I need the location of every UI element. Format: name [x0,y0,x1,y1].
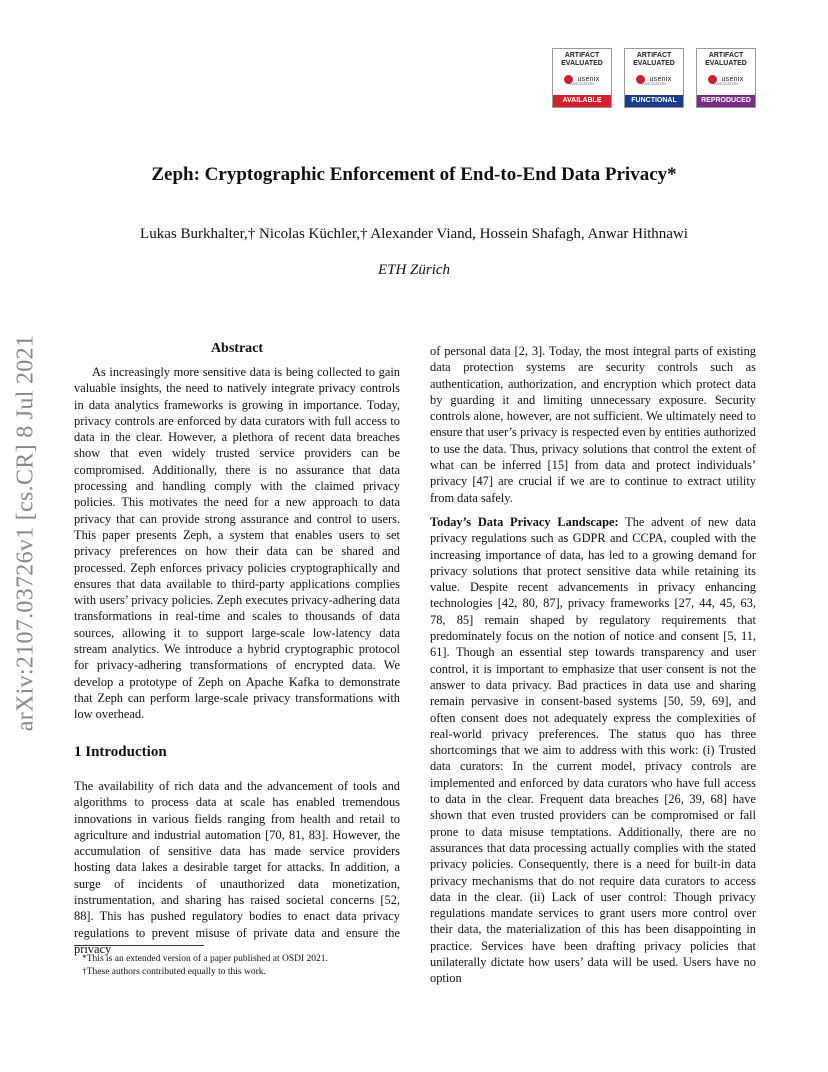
footnote-1: *This is an extended version of a paper published at OSDI 2021. [82,954,328,964]
abstract-heading: Abstract [210,341,264,356]
footnote-2: †These authors contributed equally to this work. [82,967,266,977]
paragraph-text: The advent of new data privacy regulations such as GDPR and CCPA, coupled with the increasing importance of data, has led to a growing demand for privacy solutions that protect sensitive data while retaining its value. Despite recent advancements in privacy enhancing technologies [42, 80, 87], privacy frameworks [27, 44, 45, 63, 78, 85] remain shaped by regulatory requirements that predominately focus on the notion of notice and consent [5, 11, 61]. Though an essential step towards transparency and user control, it is important to emphasize that user consent is not the answer to data privacy. Bad practices in data use and sharing remain pervasive in consent-based systems [50, 59, 69], and often consent does not adequately express the complexities of real-world privacy preferences. The status quo has three shortcomings that we aim to address with this work: (i) Trusted data curators: In the current model, privacy controls are implemented and enforced by data curators who have full access to data in the clear. Frequent data breaches [26, 39, 68] have shown that even trusted providers can be compromised or fall prone to data misuse temptations. Additionally, there are no assurances that data processing actually complies with the stated privacy policies. Consequently, there is a need for built-in data privacy mechanisms that do not require data curators to access data in the clear. (ii) Lack of user control: Though privacy regulations mandate services to grant users more control over their data, the materialization of this has been disappointing in practice. Services have been drafting privacy policies that unilaterally dictate how users’ data will be used. Users have no option [430,514,756,986]
badge-association: ASSOCIATION [642,82,666,86]
usenix-logo-icon: usenix [559,70,605,82]
badge-status: REPRODUCED [697,95,755,107]
badge-association: ASSOCIATION [714,82,738,86]
usenix-logo-icon: usenix [631,70,677,82]
right-paragraph-2 [430,514,756,987]
abstract-body [74,364,400,723]
abstract-text: As increasingly more sensitive data is being collected to gain valuable insights, the need to natively integrate privacy controls in data analytics frameworks is growing in importance. Today, privacy controls are enforced by data curators with full access to data in the clear. However, a plethora of recent data breaches show that even widely trusted service providers can be compromised. Additionally, there is no assurance that data processing and handling comply with the claimed privacy policies. This motivates the need for a new approach to data privacy that can provide strong assurance and control to users. This paper presents Zeph, a system that enables users to set privacy preferences on how their data can be shared and processed. Zeph enforces privacy policies cryptographically and ensures that data available to third-party applications complies with users’ privacy policies. Zeph executes privacy-adhering data transformations in real-time and scales to thousands of data sources, allowing it to support large-scale low-latency data stream analytics. We introduce a hybrid cryptographic protocol for privacy-adhering transformations of encrypted data. We develop a prototype of Zeph on Apache Kafka to demonstrate that Zeph can perform large-scale privacy transformations with low overhead. [74,365,400,722]
footnote-rule [74,945,204,946]
section-heading-introduction: 1 Introduction [74,744,167,760]
badge-reproduced [696,48,756,108]
badge-header: ARTIFACT EVALUATED [705,52,747,67]
paragraph-lead: Today’s Data Privacy Landscape: [430,514,619,529]
badge-header: ARTIFACT EVALUATED [561,52,603,67]
usenix-logo-icon: usenix [703,70,749,82]
introduction-text: The availability of rich data and the advancement of tools and algorithms to process data at scale has enabled tremendous innovations in various fields ranging from health and retail to agriculture and industrial automation [70, 81, 83]. However, the accumulation of sensitive data has made service providers hosting data lakes a desirable target for attacks. In addition, a surge of incidents of unauthorized data monetization, instrumentation, and sharing has raised societal concerns [52, 88]. This has pushed regulatory bodies to enact data privacy regulations to prevent misuse of private data and ensure the privacy [74,779,400,956]
paper-title: Zeph: Cryptographic Enforcement of End-to-End Data Privacy* [151,164,677,185]
right-paragraph-1: of personal data [2, 3]. Today, the most integral parts of existing data protection systems are security controls such as authentication, authorization, and encryption which protect data by guarding it and limiting unnecessary exposure. Security controls alone, however, are not sufficient. We ultimately need to ensure that user’s privacy is respected even by entities authorized to use the data. Thus, privacy solutions that control the extent of what can be inferred [15] from data and protect individuals’ privacy [47] are crucial if we are to continue to extract utility from data safely. [430,344,756,505]
right-column [430,343,756,987]
badge-header: ARTIFACT EVALUATED [633,52,675,67]
introduction-body [74,778,400,957]
arxiv-stamp: arXiv:2107.03726v1 [cs.CR] 8 Jul 2021 [12,334,39,732]
badge-association: ASSOCIATION [570,82,594,86]
badge-available [552,48,612,108]
badge-functional [624,48,684,108]
author-list: Lukas Burkhalter,† Nicolas Küchler,† Alexander Viand, Hossein Shafagh, Anwar Hithnawi [140,226,688,242]
badge-status: FUNCTIONAL [625,95,683,107]
affiliation: ETH Zürich [377,262,451,278]
badge-status: AVAILABLE [553,95,611,107]
